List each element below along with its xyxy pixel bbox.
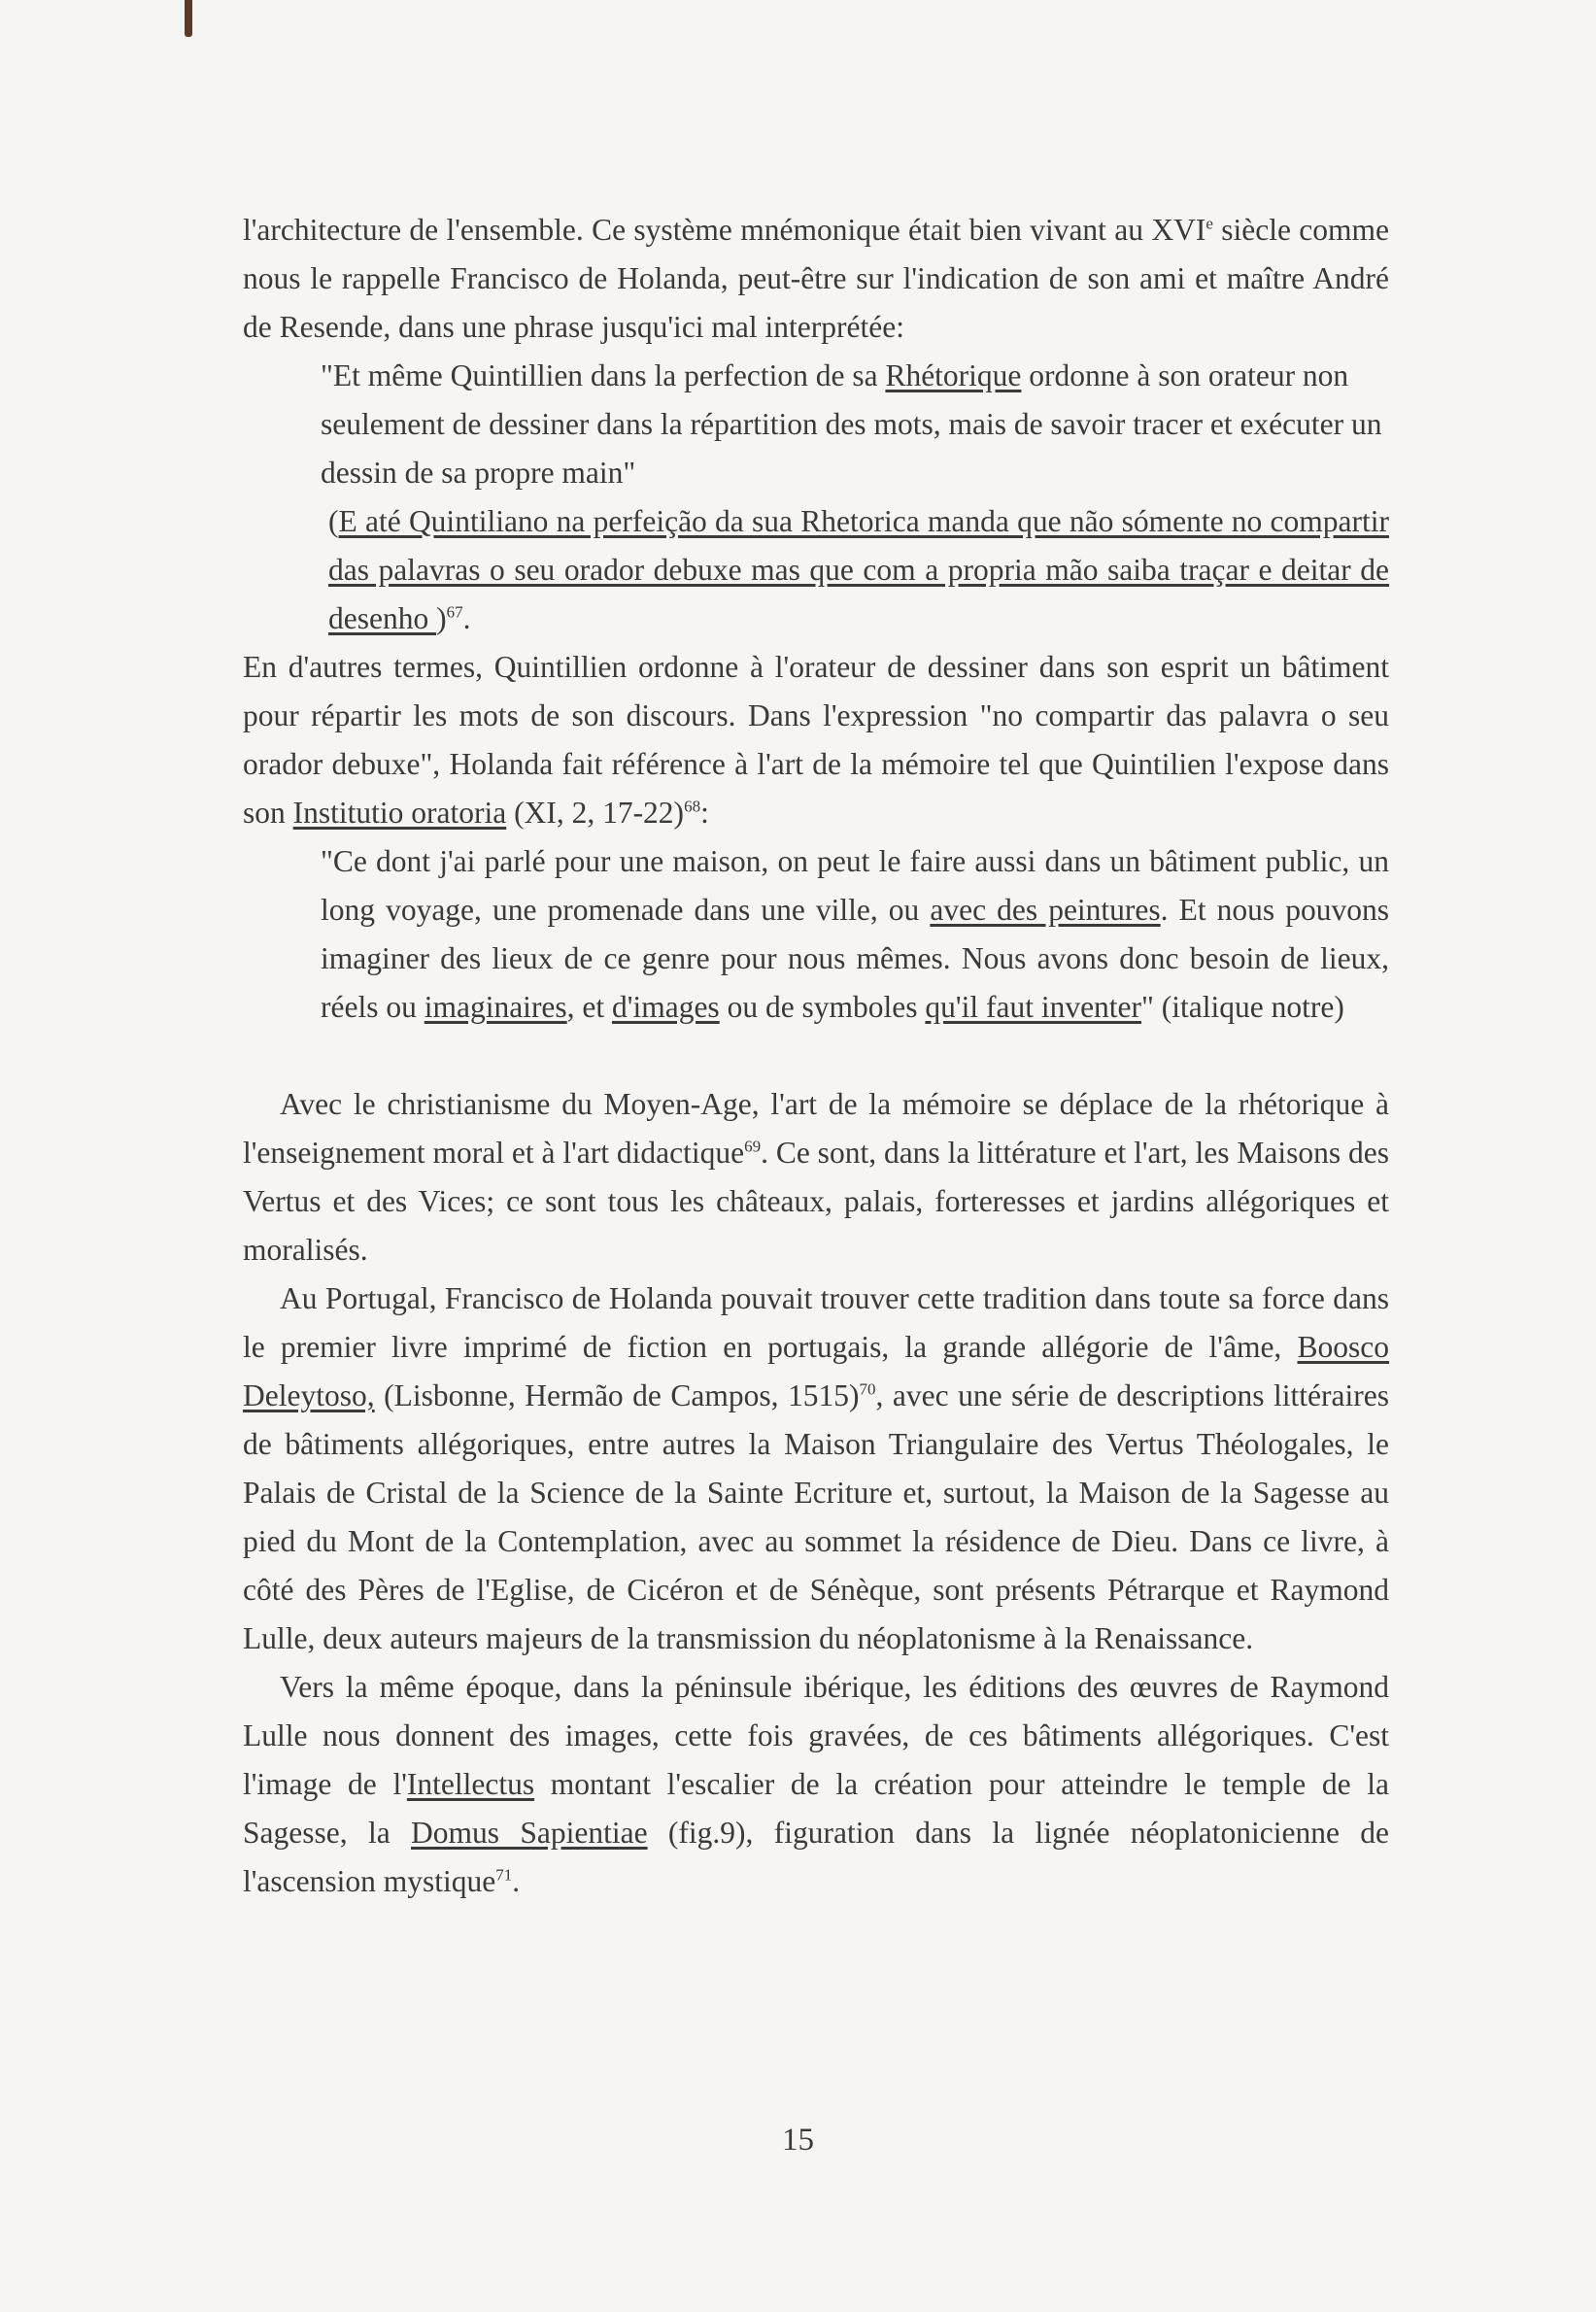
footnote-ref: 67 xyxy=(446,602,463,622)
text: " (italique notre) xyxy=(1141,990,1344,1024)
footnote-ref: 69 xyxy=(744,1137,762,1156)
underlined-text: imaginaires xyxy=(424,990,567,1024)
underlined-text: Institutio oratoria xyxy=(292,796,507,830)
spacer xyxy=(243,1032,1389,1080)
quotation-quintilien xyxy=(243,837,1389,1032)
paragraph xyxy=(243,206,1389,352)
footnote-ref: 70 xyxy=(859,1379,876,1399)
text: . xyxy=(462,601,471,635)
underlined-text: avec des peintures xyxy=(930,893,1161,927)
text: Vers la même époque, dans la péninsule ibérique, les éditions des œuvres de Raymond Lulle nous donnent des images, cette fois gravées, de ces bâtiments allégoriques. C'est l'image de l' xyxy=(243,1670,1389,1801)
binding-mark xyxy=(185,0,192,37)
paragraph xyxy=(243,1663,1389,1906)
text: montant l'escalier de la création pour atteindre le temple de la Sagesse, la xyxy=(243,1767,1389,1850)
text: . xyxy=(512,1864,521,1898)
page-body xyxy=(243,206,1389,1906)
quotation-portuguese xyxy=(243,497,1389,643)
text: En d'autres termes, Quintillien ordonne à l'orateur de dessiner dans son esprit un bâtiment pour répartir les mots de son discours. Dans l'expression "no compartir das palavra o seu orador debuxe", Holanda fait référence à l'art de la mémoire tel que Quintilien l'expose dans son xyxy=(243,650,1389,830)
text: ordonne à son orateur non seulement de dessiner dans la répartition des mots, mais de savoir tracer et exécuter un dessin de sa propre main" xyxy=(321,358,1382,490)
text: l'architecture de l'ensemble. Ce système mnémonique était bien vivant au XVI xyxy=(243,213,1206,247)
text: (fig.9), figuration dans la lignée néoplatonicienne de l'ascension mystique xyxy=(243,1816,1389,1898)
underlined-text: Rhétorique xyxy=(885,358,1022,392)
text: : xyxy=(700,796,709,830)
text: ou de symboles xyxy=(719,990,926,1024)
underlined-text: Boosco Deleytoso, xyxy=(243,1330,1389,1412)
paragraph xyxy=(243,1080,1389,1275)
page-number: 15 xyxy=(782,2123,814,2158)
underlined-text: d'images xyxy=(612,990,720,1024)
underlined-text: Domus Sapientiae xyxy=(411,1816,648,1850)
footnote-ref: 71 xyxy=(495,1865,513,1885)
text: , et xyxy=(566,990,613,1024)
text: ( xyxy=(328,504,339,538)
text: Avec le christianisme du Moyen-Age, l'art de la mémoire se déplace de la rhétorique à l'enseignement moral et à l'art didactique xyxy=(243,1087,1389,1170)
underlined-text: E até Quintiliano na perfeição da sua Rhetorica manda que não sómente no compartir das palavras o seu orador debuxe mas que com a propria mão saiba traçar e deitar de desenho xyxy=(328,504,1389,635)
text: (Lisbonne, Hermão de Campos, 1515) xyxy=(374,1378,860,1412)
text: , avec une série de descriptions littéraires de bâtiments allégoriques, entre autres la Maison Triangulaire des Vertus Théologales, le Palais de Cristal de la Science de la Sainte Ecriture et, surtout, la Maison de la Sagesse au pied du Mont de la Contemplation, avec au sommet la résidence de Dieu. Dans ce livre, à côté des Pères de l'Eglise, de Cicéron et de Sénèque, sont présents Pétrarque et Raymond Lulle, deux auteurs majeurs de la transmission du néoplatonisme à la Renaissance. xyxy=(243,1378,1389,1655)
text: ) xyxy=(436,601,447,635)
text: "Ce dont j'ai parlé pour une maison, on peut le faire aussi dans un bâtiment public, un long voyage, une promenade dans une ville, ou xyxy=(321,844,1389,927)
text: siècle comme nous le rappelle Francisco de Holanda, peut-être sur l'indication de son ami et maître André de Resende, dans une phrase jusqu'ici mal interprétée: xyxy=(243,213,1389,344)
paragraph xyxy=(243,1275,1389,1663)
text: Au Portugal, Francisco de Holanda pouvait trouver cette tradition dans toute sa force dans le premier livre imprimé de fiction en portugais, la grande allégorie de l'âme, xyxy=(243,1281,1389,1364)
superscript: e xyxy=(1205,214,1213,233)
text: . Ce sont, dans la littérature et l'art, les Maisons des Vertus et des Vices; ce sont tous les châteaux, palais, forteresses et jardins allégoriques et moralisés. xyxy=(243,1136,1390,1267)
underlined-text: qu'il faut inventer xyxy=(925,990,1142,1024)
text: . Et nous pouvons imaginer des lieux de ce genre pour nous mêmes. Nous avons donc besoin de lieux, réels ou xyxy=(321,893,1389,1024)
underlined-text: Intellectus xyxy=(406,1767,535,1801)
quotation-french xyxy=(243,352,1389,497)
paragraph xyxy=(243,643,1389,837)
text: (XI, 2, 17-22) xyxy=(506,796,685,830)
footnote-ref: 68 xyxy=(684,797,701,816)
text: "Et même Quintillien dans la perfection de sa xyxy=(321,358,886,392)
